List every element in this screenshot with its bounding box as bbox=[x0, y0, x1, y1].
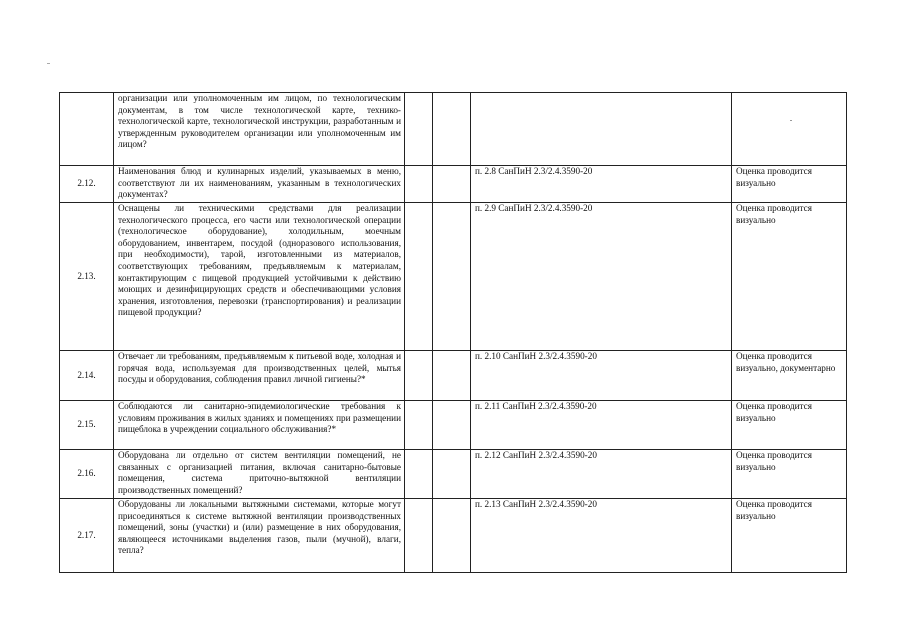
answer-no-cell bbox=[433, 351, 471, 401]
requirement-reference: п. 2.10 СанПиН 2.3/2.4.3590-20 bbox=[471, 351, 732, 401]
answer-no-cell bbox=[433, 166, 471, 203]
question-text: Соблюдаются ли санитарно-эпидемиологические требования к условиям проживания в жилых зданиях и помещениях при размещении пищеблока в учреждении социального обслуживания?* bbox=[114, 401, 405, 450]
requirement-reference bbox=[471, 93, 732, 166]
assessment-note: Оценка проводится визуально bbox=[732, 450, 847, 499]
table-row bbox=[60, 499, 847, 573]
checklist-table bbox=[59, 92, 847, 573]
answer-no-cell bbox=[433, 93, 471, 166]
answer-yes-cell bbox=[405, 203, 433, 351]
row-number: 2.17. bbox=[60, 499, 114, 573]
requirement-reference: п. 2.8 СанПиН 2.3/2.4.3590-20 bbox=[471, 166, 732, 203]
question-text: Отвечает ли требованиям, предъявляемым к питьевой воде, холодная и горячая вода, используемая для производственных целей, мытья посуды и оборудования, соблюдения правил личной гигиены?* bbox=[114, 351, 405, 401]
row-number: 2.15. bbox=[60, 401, 114, 450]
answer-no-cell bbox=[433, 499, 471, 573]
question-text: Оснащены ли техническими средствами для реализации технологического процесса, его части или технологической операции (технологическое оборудование), холодильным, моечным оборудованием, инвентарем, посудой (одноразового использования, при необходимости), тарой, изготовленными из материалов, соответствующих требованиям, предъявляемым к материалам, контактирующим с пищевой продукцией устойчивыми к действию моющих и дезинфицирующих средств и обеспечивающими условия хранения, изготовления, перевозки (транспортирования) и реализации пищевой продукции? bbox=[114, 203, 405, 351]
answer-no-cell bbox=[433, 203, 471, 351]
scan-speck bbox=[47, 63, 50, 64]
requirement-reference: п. 2.11 СанПиН 2.3/2.4.3590-20 bbox=[471, 401, 732, 450]
row-number: 2.13. bbox=[60, 203, 114, 351]
question-text: Наименования блюд и кулинарных изделий, указываемых в меню, соответствуют ли их наименованиям, указанным в технологических документах? bbox=[114, 166, 405, 203]
answer-no-cell bbox=[433, 450, 471, 499]
assessment-note: Оценка проводится визуально bbox=[732, 499, 847, 573]
question-text: организации или уполномоченным им лицом, по технологическим документам, в том числе технологической карте, технико-технологической карте, технологической инструкции, разработанным и утвержденным руководителем организации или уполномоченным им лицом? bbox=[114, 93, 405, 166]
row-number: 2.16. bbox=[60, 450, 114, 499]
answer-yes-cell bbox=[405, 401, 433, 450]
table-row bbox=[60, 450, 847, 499]
requirement-reference: п. 2.12 СанПиН 2.3/2.4.3590-20 bbox=[471, 450, 732, 499]
table-row bbox=[60, 351, 847, 401]
answer-yes-cell bbox=[405, 166, 433, 203]
requirement-reference: п. 2.13 СанПиН 2.3/2.4.3590-20 bbox=[471, 499, 732, 573]
table-row bbox=[60, 93, 847, 166]
assessment-note: Оценка проводится визуально bbox=[732, 203, 847, 351]
answer-yes-cell bbox=[405, 450, 433, 499]
answer-no-cell bbox=[433, 401, 471, 450]
question-text: Оборудована ли отдельно от систем вентиляции помещений, не связанных с организацией питания, включая санитарно-бытовые помещения, система приточно-вытяжной вентиляции производственных помещений? bbox=[114, 450, 405, 499]
assessment-note: Оценка проводится визуально bbox=[732, 401, 847, 450]
table-row bbox=[60, 166, 847, 203]
assessment-note: Оценка проводится визуально, документарно bbox=[732, 351, 847, 401]
row-number bbox=[60, 93, 114, 166]
row-number: 2.14. bbox=[60, 351, 114, 401]
assessment-note: Оценка проводится визуально bbox=[732, 166, 847, 203]
answer-yes-cell bbox=[405, 93, 433, 166]
row-number: 2.12. bbox=[60, 166, 114, 203]
answer-yes-cell bbox=[405, 351, 433, 401]
table-row bbox=[60, 203, 847, 351]
requirement-reference: п. 2.9 СанПиН 2.3/2.4.3590-20 bbox=[471, 203, 732, 351]
question-text: Оборудованы ли локальными вытяжными системами, которые могут присоединяться к системе вытяжной вентиляции производственных помещений, зоны (участки) и (или) размещение в них оборудования, являющееся источниками выделения газов, пыли (мучной), влаги, тепла? bbox=[114, 499, 405, 573]
answer-yes-cell bbox=[405, 499, 433, 573]
assessment-note bbox=[732, 93, 847, 166]
table-row bbox=[60, 401, 847, 450]
